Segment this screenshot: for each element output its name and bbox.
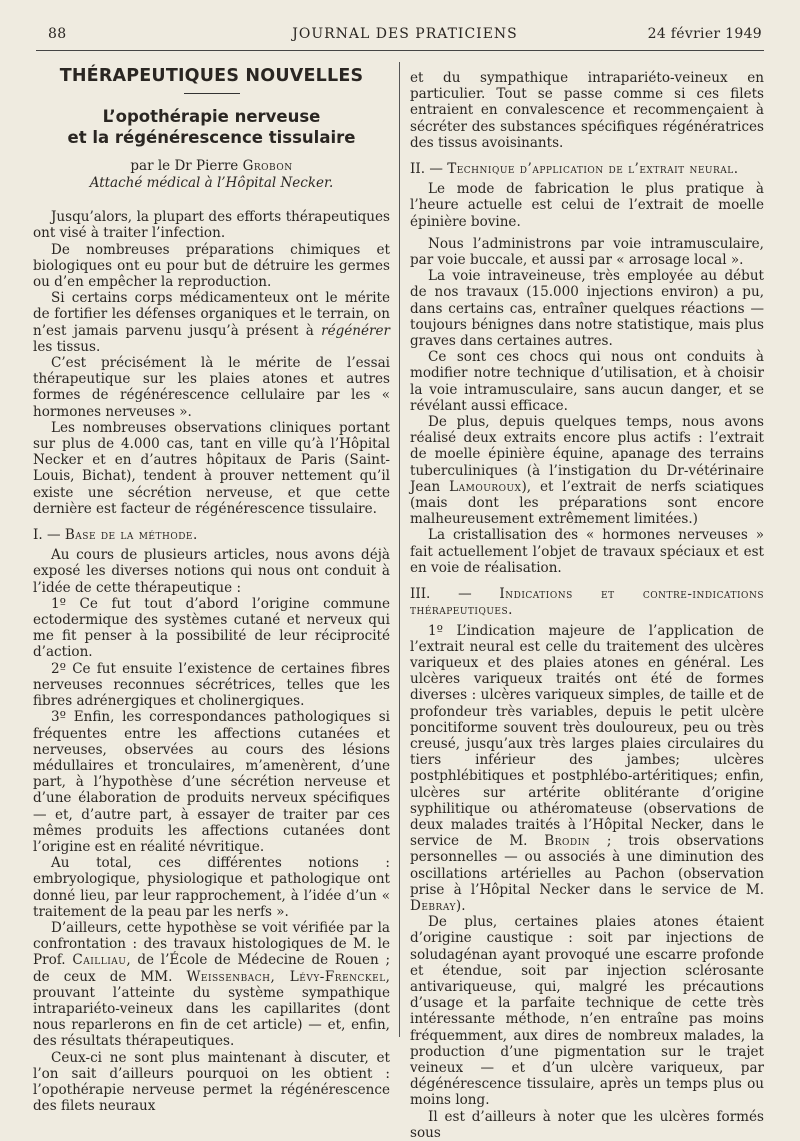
column-rule (399, 62, 400, 1037)
paragraph (410, 414, 764, 527)
paragraph: Il est d’ailleurs à noter que les ulcères formés sous (410, 1108, 764, 1141)
person-name: Lamouroux (449, 478, 522, 495)
section-heading-1 (33, 527, 390, 543)
text-run: ; trois observations personnelles — ou associés à une diminution des oscillations artérielles au Pachon (observation prise à l’Hôpital Necker dans le service de M. (410, 833, 764, 898)
paragraph: et du sympathique intrapariéto-veineux en particulier. Tout se passe comme si ces filets entraient en convalescence et recommençaient à sécréter des substances spécifiques régénératrices des tissus avoisinants. (410, 70, 764, 151)
person-name: Weissenbach, Lévy-Frenckel (186, 968, 386, 985)
paragraph: La voie intraveineuse, très employée au début de nos travaux (15.000 injections environ) a pu, dans certains cas, entraîner quelques réactions — toujours bénignes dans notre statistique, mais plus graves dans certaines autres. (410, 268, 764, 350)
paragraph (33, 290, 390, 355)
section-title: THÉRAPEUTIQUES NOUVELLES (59, 66, 364, 86)
text-run: 1º L’indication majeure de l’application de l’extrait neural est celle du traitement des ulcères variqueux et des plaies atones en général. Les ulcères variqueux traités ont été de formes diverses : ulcères variqueux simples, de taille et de profondeur très variables, depuis le petit ulcère poncitiforme souvent très douloureux, peu ou très creusé, jusqu’aux très larges plaies circulaires du tiers inférieur des jambes; ulcères postphlébitiques et postphlébo-artéritiques; enfin, ulcères sur artérite oblitérante d’origine syphilitique ou athéromateuse (observations de deux malades traités à l’Hôpital Necker, dans le service de M. (410, 622, 764, 850)
heading-text: Base de la méthode. (64, 527, 198, 544)
byline (33, 158, 390, 175)
paragraph: Les nombreuses observations cliniques portant sur plus de 4.000 cas, tant en ville qu’à l’Hôpital Necker et en d’autres hôpitaux de Paris (Saint-Louis, Bichat), tendent à prouver nettement qu’il existe une sécrétion nerveuse, et que cette dernière est facteur de régénérescence tissulaire. (33, 419, 390, 517)
issue-date: 24 février 1949 (647, 26, 762, 42)
article-title (33, 106, 390, 148)
paragraph (33, 920, 390, 1050)
person-name: Cailliau (72, 952, 127, 969)
heading-number: I. — (33, 527, 61, 544)
paragraph: C’est précisément là le mérite de l’essai thérapeutique sur les plaies atones et autres formes de régénérescence cellulaire par les « hormones nerveuses ». (33, 355, 390, 420)
paragraph: Ce sont ces chocs qui nous ont conduits à modifier notre technique d’utilisation, et à choisir la voie intramusculaire, sans aucun danger, et se révélant aussi efficace. (410, 349, 764, 414)
byline-prefix: par le Dr Pierre (130, 158, 243, 175)
paragraph: 1º Ce fut tout d’abord l’origine commune ectodermique des systèmes cutané et nerveux qui me fit penser à la possibilité de leur réciprocité d’action. (33, 595, 390, 661)
text-run: ). (455, 897, 466, 914)
section-heading-3 (410, 586, 764, 618)
paragraph: La cristallisation des « hormones nerveuses » fait actuellement l’objet de travaux spéciaux et est en voie de réalisation. (410, 527, 764, 576)
running-header (48, 22, 762, 48)
text-run: les tissus. (33, 338, 101, 355)
section-heading-2 (410, 161, 764, 177)
page-number: 88 (48, 26, 67, 42)
journal-name: JOURNAL DES PRATICIENS (292, 26, 518, 42)
paragraph: 2º Ce fut ensuite l’existence de certaines fibres nerveuses reconnues sécrétrices, telles que les fibres adrénergiques et cholinergiques. (33, 660, 390, 710)
right-column (410, 70, 764, 1141)
paragraph: De plus, certaines plaies atones étaient d’origine caustique : soit par injections de soludagénan ayant provoqué une escarre profonde et étendue, soit par injection sclérosante antivariqueuse, qui, malgré les précautions d’usage et la parfaite technique de cette très intéressante méthode, n’en entraîne pas moins fréquemment, aux dires de nombreux malades, la production d’une pigmentation sur le trajet veineux — et d’un ulcère variqueux, par dégénérescence tissulaire, après un temps plus ou moins long. (410, 914, 764, 1109)
header-rule (36, 50, 764, 51)
heading-number: II. — (410, 161, 443, 178)
author-affiliation: Attaché médical à l’Hôpital Necker. (89, 174, 334, 191)
heading-text: Indications et contre-indications thérapeutiques. (410, 586, 764, 619)
text-run: De plus, depuis quelques temps, nous avons réalisé deux extraits encore plus actifs : l’extrait de moelle épinière équine, apanage des terrains tuberculiniques (à l’instigation du Dr-vétérinaire Jean (410, 414, 764, 495)
paragraph: Au total, ces différentes notions : embryologique, physiologique et pathologique ont donné lieu, par leur rapprochement, à l’idée d’un « traitement de la peau par les nerfs ». (33, 855, 390, 920)
text-run: , prouvant l’atteinte du système sympathique intrapariéto-veineux dans les capillarites (dont nous reparlerons en fin de cet article) — et, enfin, des résultats thérapeutiques. (33, 968, 390, 1050)
article-title-line-2: et la régénérescence tissulaire (67, 128, 356, 148)
paragraph: De nombreuses préparations chimiques et biologiques ont eu pour but de détruire les germes ou d’en empêcher la reproduction. (33, 241, 390, 291)
left-column (33, 64, 390, 1114)
article-title-line-1: L’opothérapie nerveuse (102, 107, 321, 127)
paragraph: Le mode de fabrication le plus pratique à l’heure actuelle est celui de l’extrait de moelle épinière bovine. (410, 181, 764, 230)
paragraph: Jusqu’alors, la plupart des efforts thérapeutiques ont visé à traiter l’infection. (33, 209, 390, 242)
text-run: ), et l’extrait de nerfs sciatiques (mais dont les préparations sont encore malheureusement extrêmement limitées.) (410, 478, 764, 528)
text-run: , de l’École de Médecine de Rouen ; de ceux de MM. (33, 952, 391, 985)
text-run: Si certains corps médicamenteux ont le mérite de fortifier les défenses organiques et le terrain, on n’est jamais parvenu jusqu’à présent à (33, 290, 390, 339)
paragraph: Ceux-ci ne sont plus maintenant à discuter, et l’on sait d’ailleurs pourquoi on les obtient : l’opothérapie nerveuse permet la régénérescence des filets neuraux (33, 1049, 390, 1115)
title-rule (184, 93, 240, 94)
paragraph (410, 623, 764, 915)
heading-number: III. — (410, 586, 472, 603)
person-name: Debray (410, 897, 456, 914)
paragraph: Nous l’administrons par voie intramusculaire, par voie buccale, et aussi par « arrosage local ». (410, 235, 764, 269)
paragraph: Au cours de plusieurs articles, nous avons déjà exposé les diverses notions qui nous ont conduit à l’idée de cette thérapeutique : (33, 547, 390, 596)
paragraph: 3º Enfin, les correspondances pathologiques si fréquentes entre les affections cutanées et nerveuses, observées au cours des lésions médullaires et tronculaires, m’amenèrent, d’une part, à l’hypothèse d’une sécrétion nerveuse et d’une élaboration de produits nerveux spécifiques — et, d’autre part, à essayer de traiter par ces mêmes produits les affections cutanées dont l’origine est en réalité névritique. (33, 709, 390, 855)
heading-text: Technique d’application de l’extrait neural. (447, 161, 739, 178)
text-run: D’ailleurs, cette hypothèse se voit vérifiée par la confrontation : des travaux histologiques de M. le Prof. (33, 919, 390, 969)
person-name: Brodin (544, 833, 591, 850)
author-name: Grobon (242, 158, 293, 175)
emphasis: régénérer (321, 322, 390, 339)
